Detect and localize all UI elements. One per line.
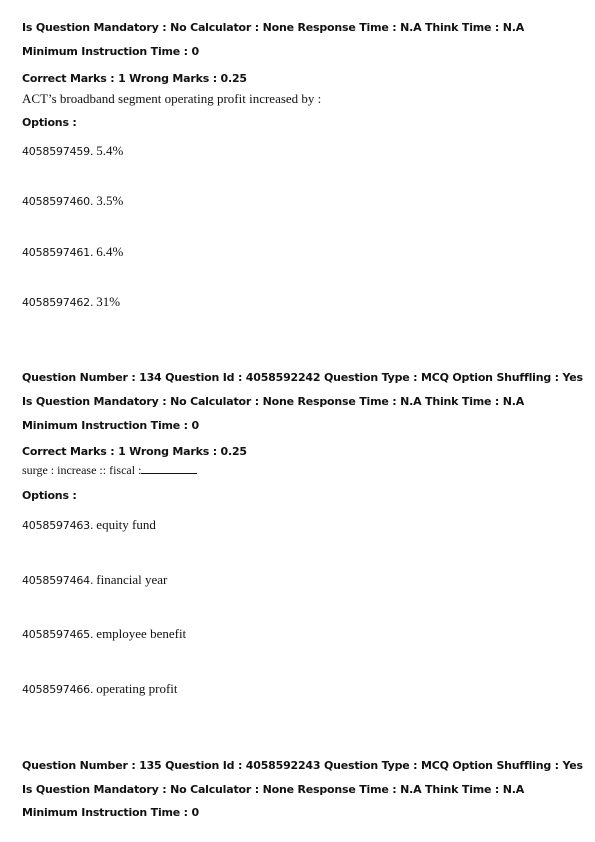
- options-label: Options :: [22, 489, 77, 502]
- options-label: Options :: [22, 116, 77, 129]
- option-text: financial year: [96, 572, 168, 587]
- option-id: 4058597463.: [22, 519, 94, 532]
- option-item: [22, 142, 123, 160]
- min-instruction-time: Minimum Instruction Time : 0: [22, 45, 199, 58]
- question-text: [22, 463, 197, 478]
- option-id: 4058597465.: [22, 628, 94, 641]
- option-item: [22, 680, 178, 698]
- answer-blank: [141, 464, 197, 474]
- option-text: 3.5%: [96, 193, 124, 208]
- min-instruction-time: Minimum Instruction Time : 0: [22, 419, 199, 432]
- option-item: [22, 571, 167, 589]
- min-instruction-time: Minimum Instruction Time : 0: [22, 806, 199, 819]
- option-text: operating profit: [96, 681, 178, 696]
- option-text: 31%: [96, 294, 121, 309]
- question-header: Question Number : 135 Question Id : 4058592243 Question Type : MCQ Option Shuffling : Yes: [22, 759, 583, 772]
- question-header: Question Number : 134 Question Id : 4058592242 Question Type : MCQ Option Shuffling : Yes: [22, 371, 583, 384]
- marks-line: Correct Marks : 1 Wrong Marks : 0.25: [22, 445, 247, 458]
- option-id: 4058597464.: [22, 574, 94, 587]
- option-id: 4058597462.: [22, 296, 94, 309]
- option-text: 5.4%: [96, 143, 124, 158]
- option-id: 4058597461.: [22, 246, 94, 259]
- marks-line: Correct Marks : 1 Wrong Marks : 0.25: [22, 72, 247, 85]
- option-item: [22, 243, 123, 261]
- question-text: ACT’s broadband segment operating profit increased by :: [22, 91, 322, 106]
- option-id: 4058597459.: [22, 145, 94, 158]
- question-meta-line: Is Question Mandatory : No Calculator : None Response Time : N.A Think Time : N.A: [22, 21, 525, 34]
- option-item: [22, 625, 186, 643]
- question-text-content: surge : increase :: fiscal :: [22, 463, 142, 477]
- question-meta-line: Is Question Mandatory : No Calculator : None Response Time : N.A Think Time : N.A: [22, 395, 525, 408]
- option-item: [22, 293, 120, 311]
- question-meta-line: Is Question Mandatory : No Calculator : None Response Time : N.A Think Time : N.A: [22, 783, 525, 796]
- option-item: [22, 516, 156, 534]
- option-text: employee benefit: [96, 626, 187, 641]
- option-item: [22, 192, 123, 210]
- option-text: equity fund: [96, 517, 156, 532]
- option-id: 4058597460.: [22, 195, 94, 208]
- option-id: 4058597466.: [22, 683, 94, 696]
- option-text: 6.4%: [96, 244, 124, 259]
